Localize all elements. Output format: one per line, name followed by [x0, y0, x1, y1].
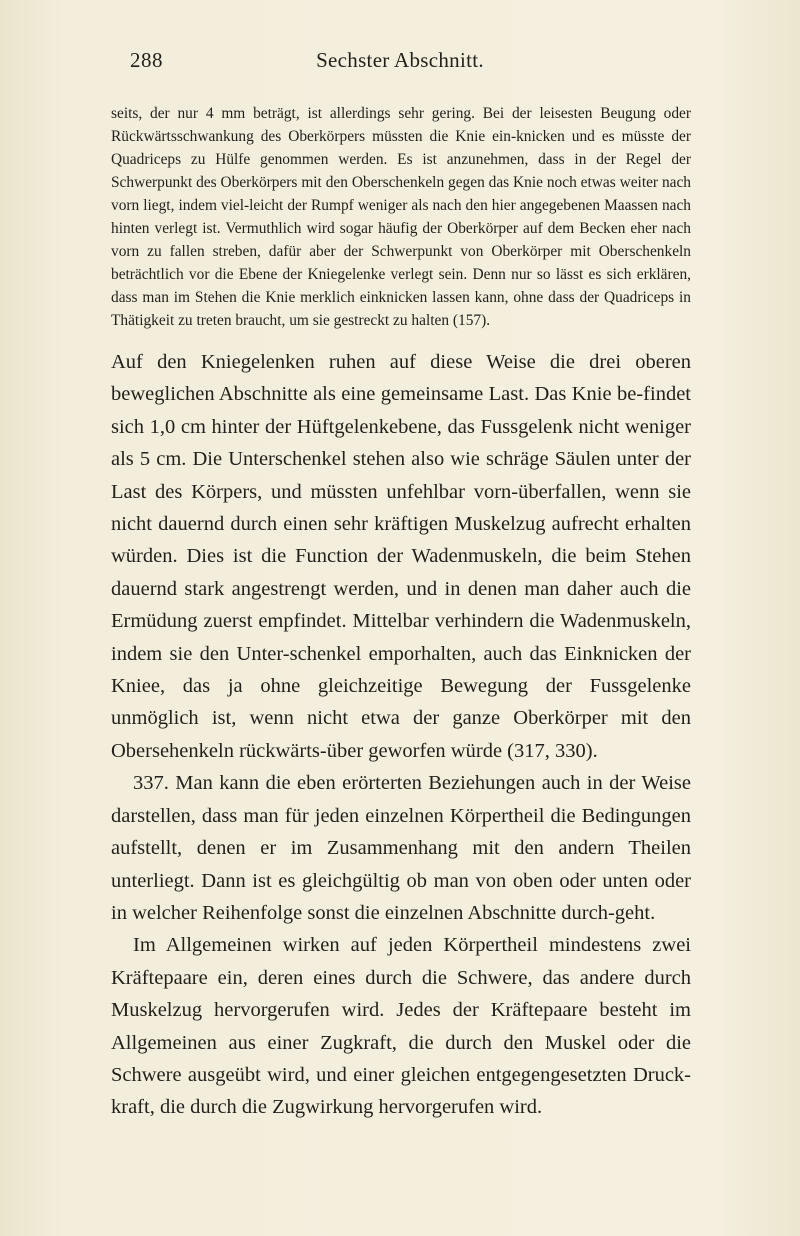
page-number: 288: [130, 48, 163, 72]
running-title: Sechster Abschnitt.: [316, 48, 484, 72]
main-text-section: [111, 346, 691, 1124]
paragraph-1: Auf den Kniegelenken ruhen auf diese Weise die drei oberen beweglichen Abschnitte als eine gemeinsame Last. Das Knie be-findet sich 1,0 cm hinter der Hüftgelenkebene, das Fussgelenk nicht weniger als 5 cm. Die Unterschenkel stehen also wie schräge Säulen unter der Last des Körpers, und müssten unfehlbar vorn-überfallen, wenn sie nicht dauernd durch einen sehr kräftigen Muskelzug aufrecht erhalten würden. Dies ist die Function der Wadenmuskeln, die beim Stehen dauernd stark angestrengt werden, und in denen man daher auch die Ermüdung zuerst empfindet. Mittelbar verhindern die Wadenmuskeln, indem sie den Unter-schenkel emporhalten, auch das Einknicken der Kniee, das ja ohne gleichzeitige Bewegung der Fussgelenke unmöglich ist, wenn nicht etwa der ganze Oberkörper mit den Obersehenkeln rückwärts-über geworfen würde (317, 330).: [111, 351, 691, 762]
paragraph-2-section-337: 337. Man kann die eben erörterten Beziehungen auch in der Weise darstellen, dass man für jeden einzelnen Körpertheil die Bedingungen aufstellt, denen er im Zusammenhang mit den andern Theilen unterliegt. Dann ist es gleichgültig ob man von oben oder unten oder in welcher Reihenfolge sonst die einzelnen Abschnitte durch-geht.: [111, 772, 691, 924]
small-print-section: [111, 102, 691, 332]
page-content: [111, 102, 691, 1124]
paragraph-3: Im Allgemeinen wirken auf jeden Körpertheil mindestens zwei Kräftepaare ein, deren eines durch die Schwere, das andere durch Muskelzug hervorgerufen wird. Jedes der Kräftepaare besteht im Allgemeinen aus einer Zugkraft, die durch den Muskel oder die Schwere ausgeübt wird, und einer gleichen entgegengesetzten Druck-kraft, die durch die Zugwirkung hervorgerufen wird.: [111, 934, 691, 1119]
page-header: [130, 48, 670, 76]
paragraph-small-1: seits, der nur 4 mm beträgt, ist allerdings sehr gering. Bei der leisesten Beugung oder Rückwärtsschwankung des Oberkörpers müssten die Knie ein-knicken und es müsste der Quadriceps zu Hülfe genommen werden. Es ist anzunehmen, dass in der Regel der Schwerpunkt des Oberkörpers mit den Oberschenkeln gegen das Knie noch etwas weiter nach vorn liegt, indem viel-leicht der Rumpf weniger als nach den hier angegebenen Maassen nach hinten verlegt ist. Vermuthlich wird sogar häufig der Oberkörper auf dem Becken eher nach vorn zu fallen streben, dafür aber der Schwerpunkt von Oberkörper mit Oberschenkeln beträchtlich vor die Ebene der Kniegelenke verlegt sein. Denn nur so lässt es sich erklären, dass man im Stehen die Knie merklich einknicken lassen kann, ohne dass der Quadriceps in Thätigkeit zu treten braucht, um sie gestreckt zu halten (157).: [111, 105, 691, 329]
